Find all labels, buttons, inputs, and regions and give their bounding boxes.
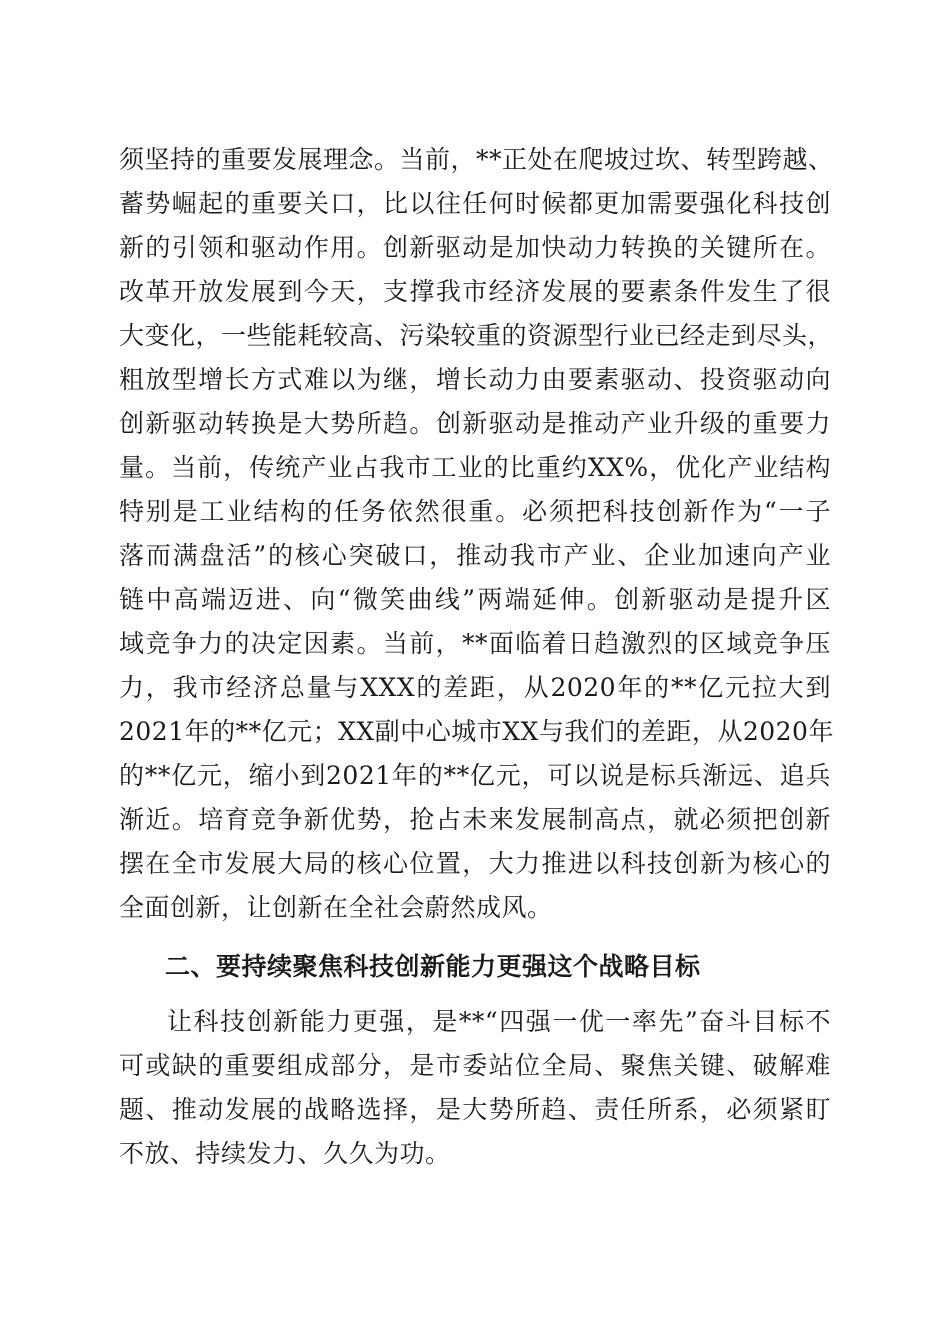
paragraph-1-line-18: 全面创新，让创新在全社会蔚然成风。 bbox=[119, 893, 553, 922]
paragraph-1-line-16: 渐近。培育竞争新优势，抢占未来发展制高点，就必须把创新 bbox=[119, 805, 831, 834]
paragraph-1-line-10: 落而满盘活”的核心突破口，推动我市产业、企业加速向产业 bbox=[119, 541, 831, 570]
paragraph-1-line-6: 粗放型增长方式难以为继，增长动力由要素驱动、投资驱动向 bbox=[119, 365, 831, 394]
paragraph-1-line-11: 链中高端迈进、向“微笑曲线”两端延伸。创新驱动是提升区 bbox=[119, 585, 831, 614]
paragraph-1-line-7: 创新驱动转换是大势所趋。创新驱动是推动产业升级的重要力 bbox=[119, 409, 831, 438]
paragraph-1-line-8: 量。当前，传统产业占我市工业的比重约XX%，优化产业结构 bbox=[119, 453, 831, 482]
paragraph-1-line-12: 域竞争力的决定因素。当前，**面临着日趋激烈的区域竞争压 bbox=[119, 629, 831, 658]
paragraph-1-line-2: 蓄势崛起的重要关口，比以往任何时候都更加需要强化科技创 bbox=[119, 189, 831, 218]
paragraph-1-line-4: 改革开放发展到今天，支撑我市经济发展的要素条件发生了很 bbox=[119, 277, 831, 306]
paragraph-1-line-15: 的**亿元，缩小到2021年的**亿元，可以说是标兵渐远、追兵 bbox=[119, 761, 831, 790]
paragraph-2-line-4: 不放、持续发力、久久为功。 bbox=[119, 1139, 451, 1168]
section-heading: 二、要持续聚焦科技创新能力更强这个战略目标 bbox=[165, 952, 701, 981]
paragraph-1-line-1: 须坚持的重要发展理念。当前，**正处在爬坡过坎、转型跨越、 bbox=[119, 145, 834, 174]
paragraph-2-line-3: 题、推动发展的战略选择，是大势所趋、责任所系，必须紧盯 bbox=[119, 1095, 831, 1124]
paragraph-1-line-14: 2021年的**亿元；XX副中心城市XX与我们的差距，从2020年 bbox=[119, 717, 834, 746]
paragraph-2-line-1: 让科技创新能力更强，是**“四强一优一率先”奋斗目标不 bbox=[167, 1007, 831, 1036]
paragraph-1-line-3: 新的引领和驱动作用。创新驱动是加快动力转换的关键所在。 bbox=[119, 233, 831, 262]
paragraph-1-line-5: 大变化，一些能耗较高、污染较重的资源型行业已经走到尽头， bbox=[119, 321, 834, 350]
paragraph-2-line-2: 可或缺的重要组成部分，是市委站位全局、聚焦关键、破解难 bbox=[119, 1051, 831, 1080]
paragraph-1-line-9: 特别是工业结构的任务依然很重。必须把科技创新作为“一子 bbox=[119, 497, 831, 526]
paragraph-1-line-13: 力，我市经济总量与XXX的差距，从2020年的**亿元拉大到 bbox=[119, 673, 831, 702]
paragraph-1-line-17: 摆在全市发展大局的核心位置，大力推进以科技创新为核心的 bbox=[119, 849, 831, 878]
